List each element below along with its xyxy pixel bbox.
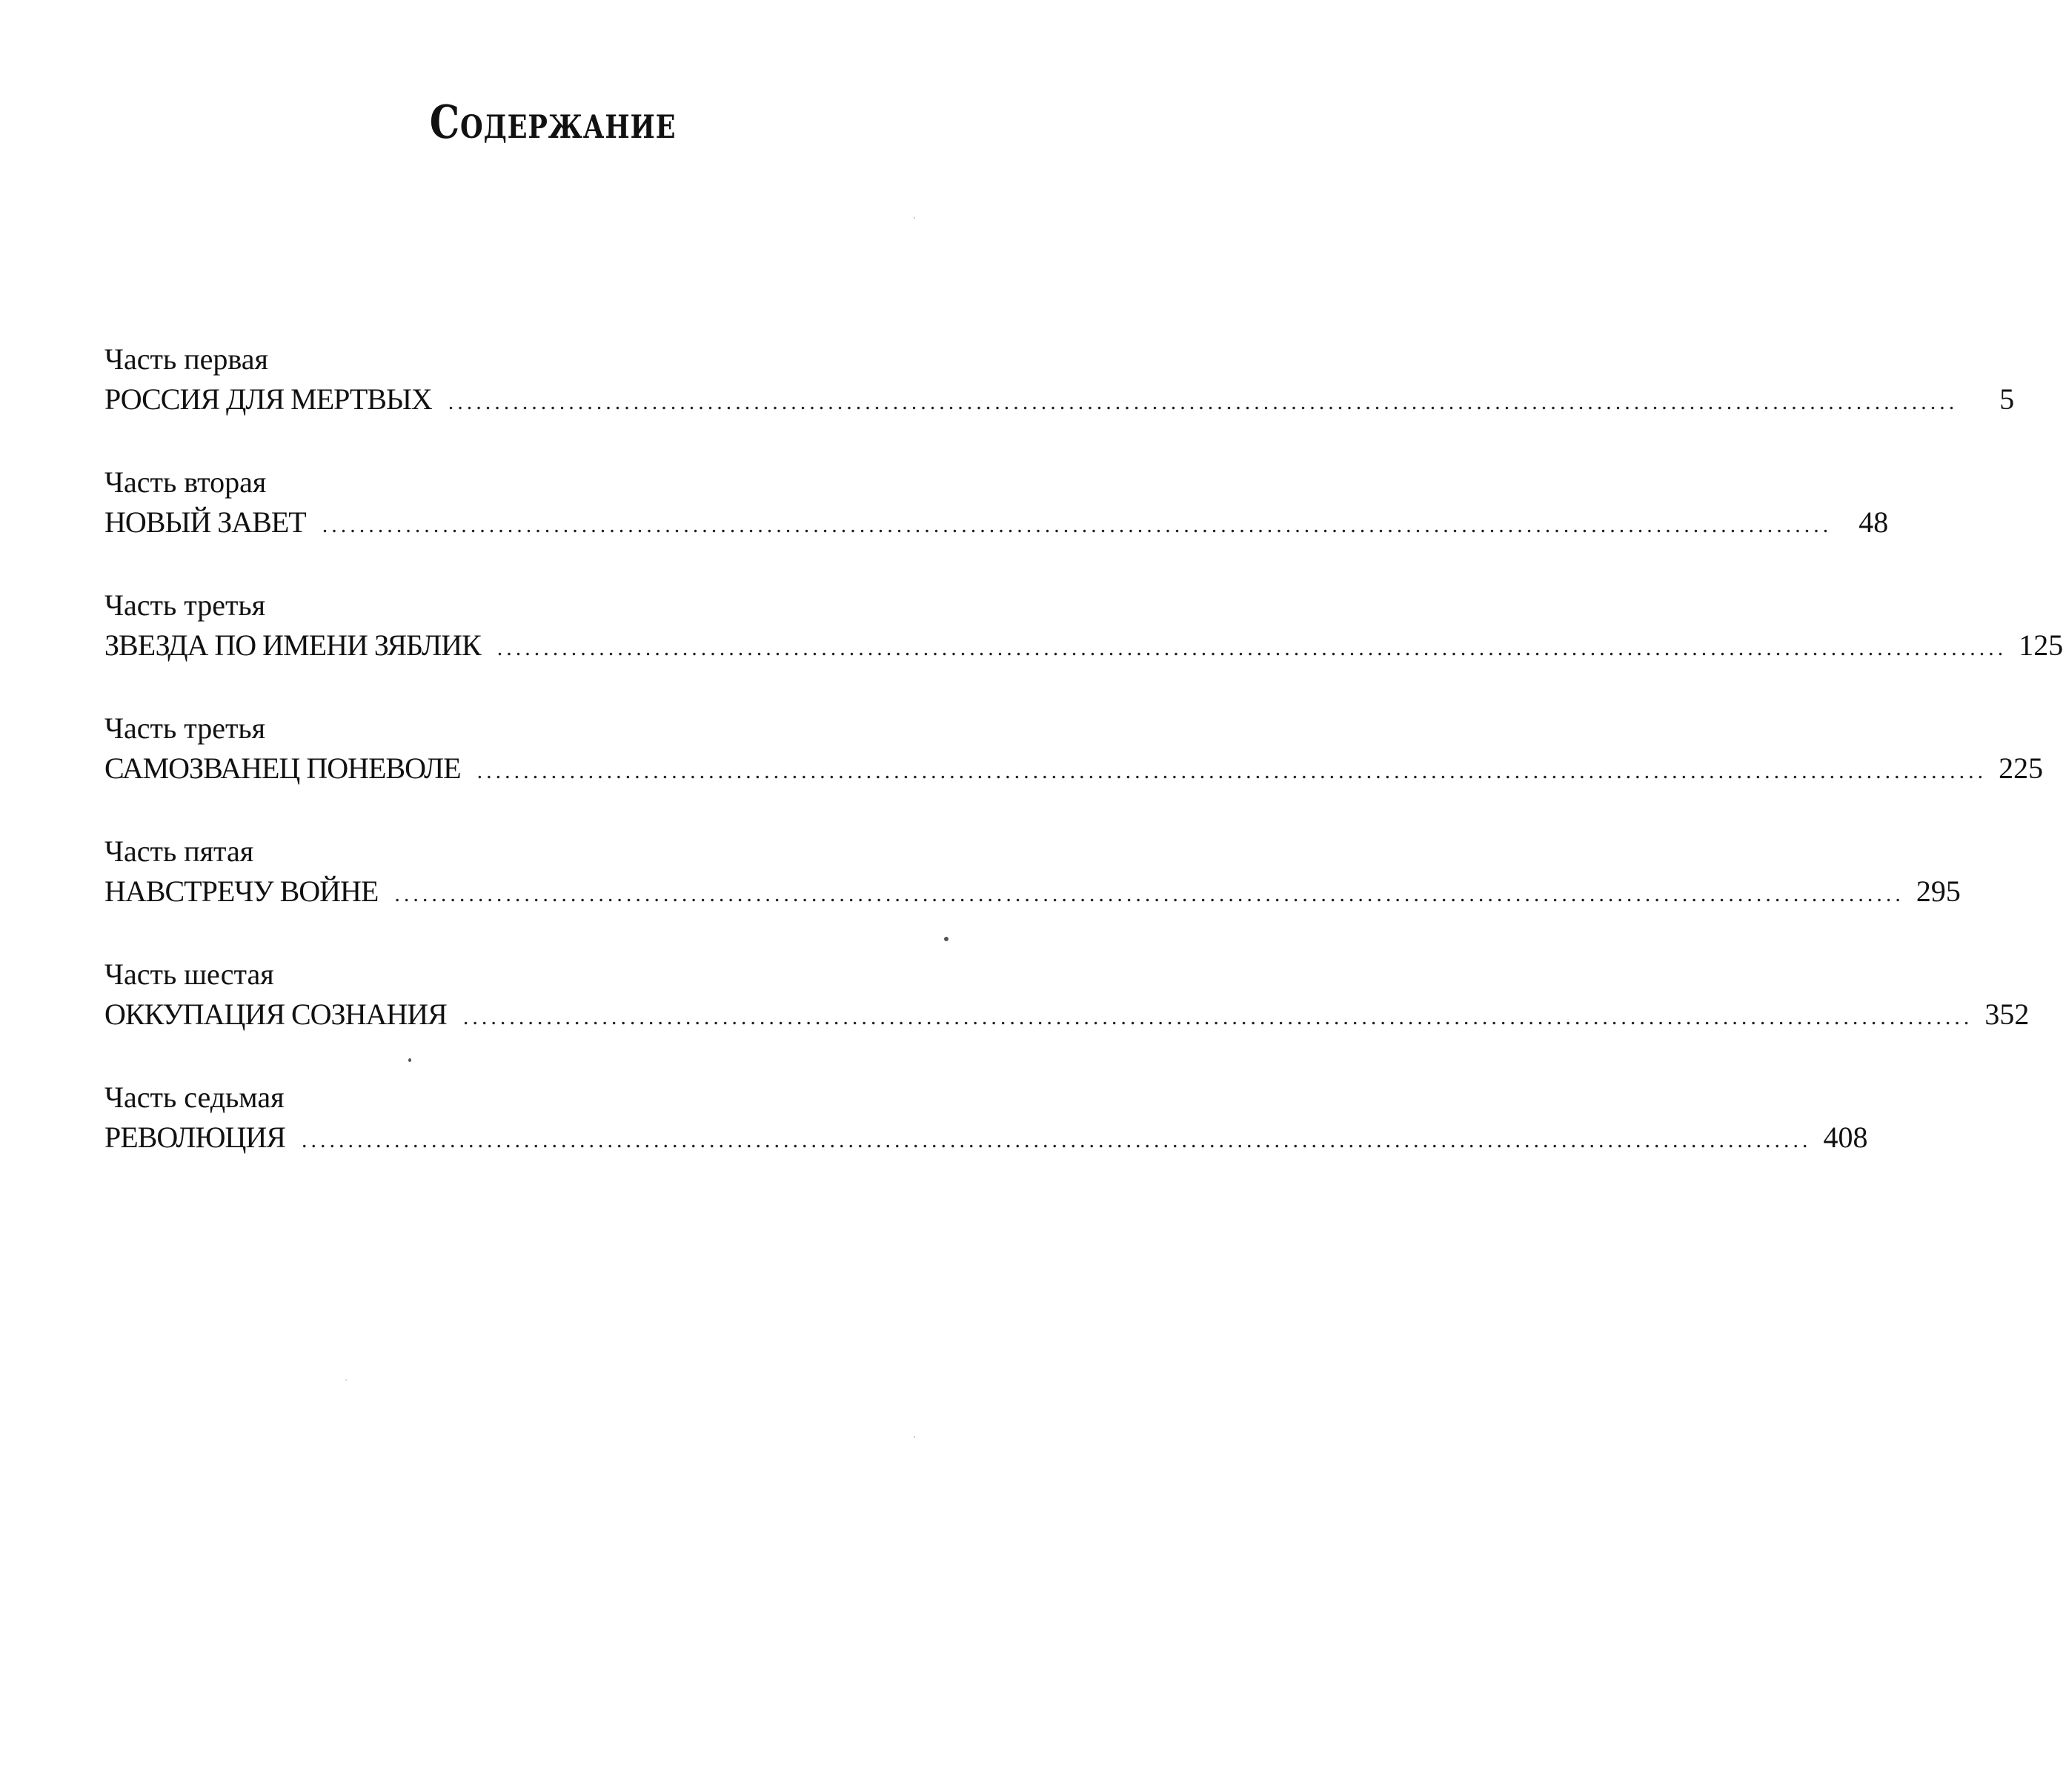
toc-dot-leader: ................................................................................................................................................................... (448, 390, 1959, 414)
toc-page-number: 408 (1823, 1121, 1868, 1154)
scan-speck (944, 937, 949, 941)
toc-dot-leader: ................................................................................................................................................................... (496, 636, 2007, 660)
toc-line (104, 379, 2015, 419)
toc-chapter-title: НАВСТРЕЧУ ВОЙНЕ (104, 875, 379, 908)
toc-entry (104, 832, 1961, 955)
toc-chapter-title: НОВЫЙ ЗАВЕТ (104, 505, 306, 539)
toc-entry (104, 339, 2015, 462)
toc-line (104, 1118, 1868, 1158)
toc-entry (104, 708, 2044, 832)
toc-chapter-title: ОККУПАЦИЯ СОЗНАНИЯ (104, 998, 447, 1031)
toc-entry (104, 462, 1889, 585)
toc-page-number: 295 (1916, 875, 1961, 908)
scan-speck (345, 1379, 347, 1381)
toc-page-number: 352 (1984, 998, 2030, 1031)
toc-entry (104, 955, 2030, 1078)
toc-part-label: Часть пятая (104, 834, 254, 868)
table-of-contents (104, 339, 2063, 1201)
toc-page-number: 125 (2019, 628, 2063, 662)
toc-part-label: Часть шестая (104, 958, 274, 991)
toc-part-label: Часть вторая (104, 465, 267, 499)
toc-dot-leader: ................................................................................................................................................................... (301, 1128, 1812, 1152)
toc-chapter-title: ЗВЕЗДА ПО ИМЕНИ ЗЯБЛИК (104, 628, 481, 662)
scan-speck (914, 1436, 915, 1438)
toc-page-number: 5 (1999, 382, 2015, 416)
toc-part-label: Часть третья (104, 588, 266, 622)
toc-line (104, 995, 2030, 1035)
toc-entry (104, 1078, 1868, 1201)
toc-line (104, 872, 1961, 912)
toc-dot-leader: ................................................................................................................................................................... (322, 513, 1833, 537)
toc-page-number: 225 (1999, 751, 2044, 785)
toc-page-number: 48 (1858, 505, 1889, 539)
toc-line (104, 502, 1889, 542)
toc-chapter-title: РЕВОЛЮЦИЯ (104, 1121, 285, 1154)
toc-dot-leader: ................................................................................................................................................................... (476, 759, 1987, 783)
toc-chapter-title: РОССИЯ ДЛЯ МЕРТВЫХ (104, 382, 432, 416)
toc-entry (104, 585, 2063, 708)
scan-speck (914, 217, 915, 219)
toc-dot-leader: ................................................................................................................................................................... (394, 882, 1904, 906)
toc-line (104, 625, 2063, 666)
toc-part-label: Часть третья (104, 711, 266, 745)
page-title: Содержание (429, 95, 677, 149)
toc-line (104, 749, 2044, 789)
toc-dot-leader: ................................................................................................................................................................... (462, 1005, 1973, 1029)
scan-speck (408, 1058, 411, 1062)
toc-part-label: Часть первая (104, 342, 268, 376)
toc-chapter-title: САМОЗВАНЕЦ ПОНЕВОЛЕ (104, 751, 461, 785)
toc-part-label: Часть седьмая (104, 1081, 285, 1114)
